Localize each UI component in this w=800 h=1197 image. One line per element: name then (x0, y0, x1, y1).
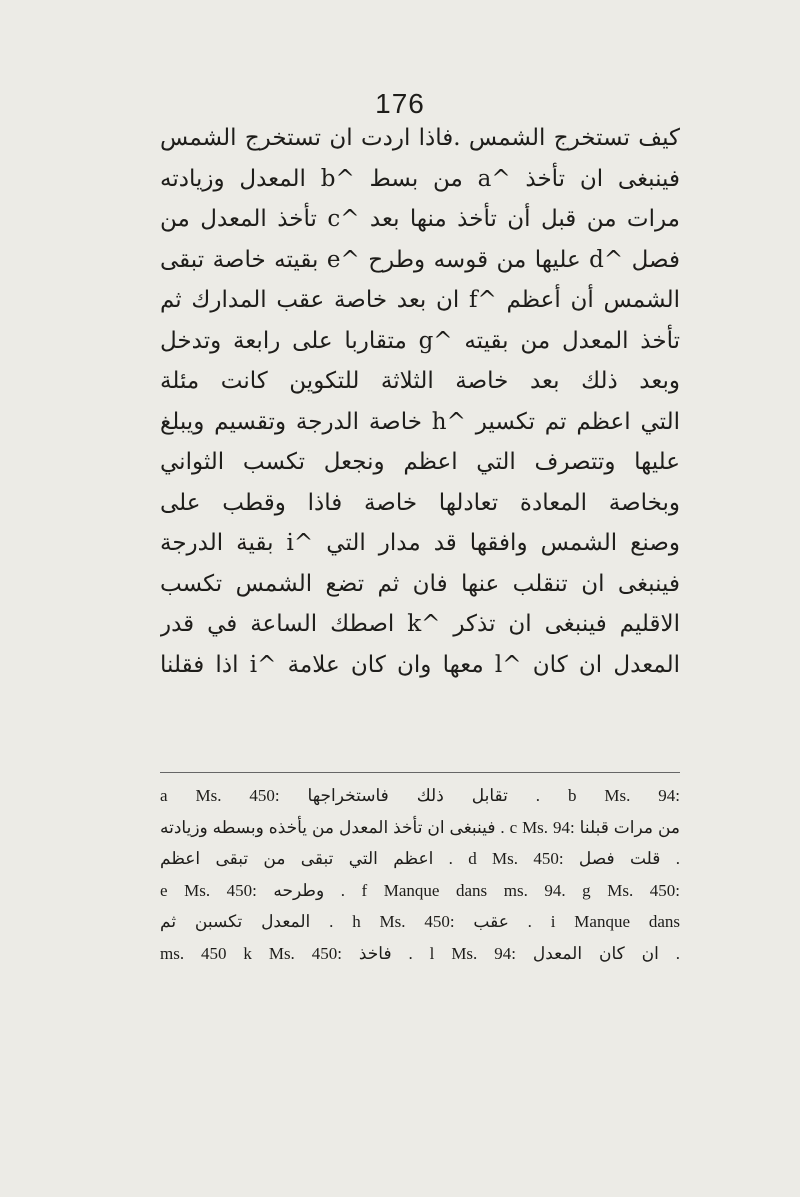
text-line: وصنع الشمس وافقها قد مدار التي ^i بقية الدرجة (160, 530, 680, 556)
footnote-line: e Ms. 450: وطرحه . f Manque dans ms. 94. g Ms. 450: (160, 880, 680, 900)
text-line: فينبغى ان تأخذ ^a من بسط ^b المعدل وزيادته (160, 165, 680, 192)
footnote-line: فينبغى ان تأخذ المعدل من يأخذه وبسطه وزيادته . c Ms. 94: من مرات قبلنا (160, 817, 680, 837)
text-line: وبعد ذلك بعد خاصة الثلاثة للتكوين كانت مئلة (160, 368, 680, 394)
text-line: مرات من قبل أن تأخذ منها بعد ^c تأخذ المعدل من (160, 206, 680, 232)
text-line: وبخاصة المعادة تعادلها خاصة فاذا وقطب على (160, 489, 680, 516)
text-line: فينبغى ان تنقلب عنها فان ثم تضع الشمس تكسب (160, 570, 680, 597)
footnote-line: ms. 450 k Ms. 450: فاخذ . l Ms. 94: ان كان المعدل . (160, 943, 680, 963)
footnote-line: a Ms. 450: تقابل ذلك فاستخراجها . b Ms. 94: (160, 786, 680, 805)
footnote-line: المعدل تكسبن ثم . h Ms. 450: عقب . i Manque dans (160, 912, 680, 931)
footnote-divider (160, 772, 680, 773)
text-line: فصل ^d عليها من قوسه وطرح ^e بقيته خاصة تبقى (160, 246, 680, 273)
text-line: الاقليم فينبغى ان تذكر ^k اصطك الساعة في قدر (160, 611, 680, 637)
text-line: التي اعظم تم تكسير ^h خاصة الدرجة وتقسيم ويبلغ (160, 408, 680, 435)
footnote-line: اعظم التي تبقى من تبقى اعظم . d Ms. 450: قلت فصل . (160, 849, 680, 868)
page-number: 176 (375, 88, 425, 119)
text-line: كيف تستخرج الشمس .فاذا اردت ان تستخرج الشمس (160, 125, 680, 151)
text-line: تأخذ المعدل من بقيته ^g متقاربا على رابعة وتدخل (160, 327, 680, 354)
text-line: المعدل ان كان ^l معها وان كان علامة ^i اذا فقلنا (160, 651, 680, 678)
text-line: عليها وتتصرف التي اعظم ونجعل تكسب الثواني (160, 449, 680, 475)
footnotes (160, 780, 680, 969)
main-text (160, 118, 680, 685)
text-line: الشمس أن أعظم ^f ان بعد خاصة عقب المدارك ثم (160, 287, 680, 313)
